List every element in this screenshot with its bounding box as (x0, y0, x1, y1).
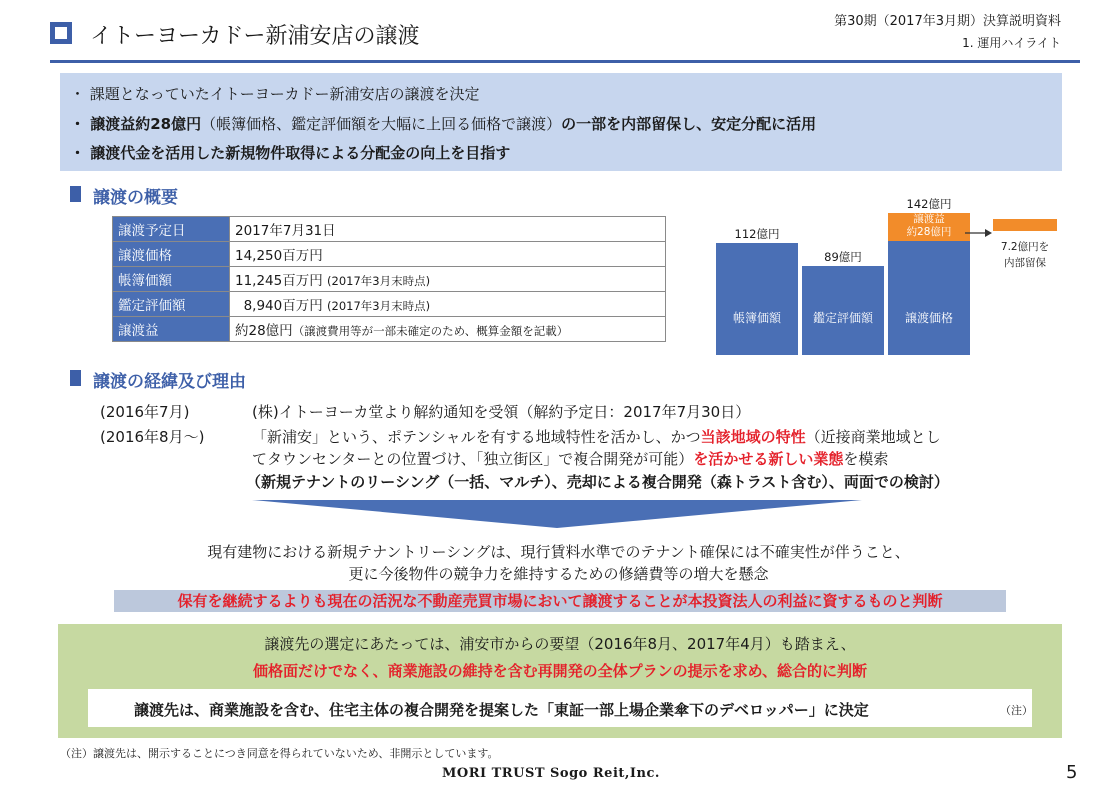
history-text-part: てタウンセンターとの位置づけ、「独立街区」で複合開発が可能） (252, 450, 694, 468)
section-marker-icon (70, 186, 81, 202)
decision-box (88, 689, 1032, 727)
table-row (113, 292, 666, 317)
down-arrow-icon (252, 500, 862, 528)
history-text (252, 426, 941, 447)
overview-value (230, 217, 666, 242)
history-heading: 譲渡の経緯及び理由 (93, 372, 246, 392)
summary-gain-note: （帳簿価格、鑑定評価額を大幅に上回る価格で譲渡） (201, 115, 562, 133)
retained-note: 内部留保 (1004, 257, 1046, 269)
selection-box (58, 624, 1062, 738)
value-note: （譲渡費用等が一部未確定のため、概算金額を記載） (292, 324, 569, 338)
value-text: 11,245百万円 (235, 273, 323, 289)
page-number: 5 (1066, 762, 1078, 783)
retained-earnings-label (993, 239, 1057, 271)
concern-line-2: 更に今後物件の競争力を維持するための修繕費等の増大を懸念 (348, 565, 769, 583)
judgment-banner (114, 590, 1006, 612)
section-marker-icon (70, 370, 81, 386)
company-logo: MORI TRUST Sogo Reit,Inc. (442, 766, 660, 781)
summary-line-3: ・ 譲渡代金を活用した新規物件取得による分配金の向上を目指す (70, 144, 511, 162)
history-text (252, 448, 888, 469)
history-emphasis: 当該地域の特性 (700, 428, 806, 446)
judgment-text: 保有を継続するよりも現在の活況な不動産売買市場において譲渡することが本投資法人の利益に資するものと判断 (177, 592, 943, 610)
document-name: 第30期（2017年3月期）決算説明資料 (834, 14, 1061, 29)
gain-segment (888, 213, 970, 241)
gain-amount: 約28億円 (906, 226, 952, 238)
title-square-icon (50, 22, 72, 44)
overview-key: 譲渡価格 (113, 242, 230, 267)
overview-key: 鑑定評価額 (113, 292, 230, 317)
table-row (113, 217, 666, 242)
decision-text: 譲渡先は、商業施設を含む、住宅主体の複合開発を提案した「東証一部上場企業傘下のデベロッパー」に決定 (134, 701, 869, 719)
overview-table (112, 216, 666, 342)
overview-value (230, 292, 666, 317)
summary-retain-text: の一部を内部留保し、安定分配に活用 (561, 115, 817, 133)
overview-value (230, 267, 666, 292)
overview-value (230, 242, 666, 267)
table-row (113, 267, 666, 292)
value-text: 2017年7月31日 (235, 223, 336, 239)
history-options: （新規テナントのリーシング（一括、マルチ）、売却による複合開発（森トラスト含む）、両面での検討） (246, 473, 949, 491)
value-note: (2017年3月末時点) (327, 274, 431, 288)
bar-value-label: 112億円 (734, 227, 780, 241)
value-text: 約28億円 (235, 323, 293, 339)
bar-category-label: 鑑定評価額 (812, 311, 873, 325)
overview-value (230, 317, 666, 342)
overview-heading: 譲渡の概要 (93, 188, 178, 208)
value-text: 8,940百万円 (235, 298, 323, 314)
table-row (113, 317, 666, 342)
selection-line-1: 譲渡先の選定にあたっては、浦安市からの要望（2016年8月、2017年4月）も踏まえ、 (264, 635, 856, 653)
summary-box (60, 73, 1062, 171)
header-divider (50, 60, 1080, 63)
history-emphasis: を活かせる新しい業態 (693, 450, 844, 468)
overview-key: 譲渡益 (113, 317, 230, 342)
retained-amount: 7.2億円を (1000, 241, 1050, 253)
history-text-part: を模索 (843, 450, 889, 468)
arrow-right-icon (965, 226, 993, 240)
bar-category-label: 帳簿価額 (732, 311, 781, 325)
summary-line-2 (70, 113, 816, 134)
summary-gain-text: ・ 譲渡益約28億円 (70, 115, 202, 133)
price-comparison-chart (700, 190, 1080, 365)
section-name: 1. 運用ハイライト (962, 36, 1061, 50)
page-title: イトーヨーカドー新浦安店の譲渡 (90, 24, 420, 49)
selection-line-2: 価格面だけでなく、商業施設の維持を含む再開発の全体プランの提示を求め、総合的に判断 (252, 662, 868, 680)
history-text: (株)イトーヨーカ堂より解約通知を受領（解約予定日：2017年7月30日） (252, 403, 751, 421)
value-note: (2017年3月末時点) (327, 299, 431, 313)
decision-note: （注） (1000, 704, 1033, 717)
bar-category-label: 譲渡価格 (904, 311, 953, 325)
overview-key: 譲渡予定日 (113, 217, 230, 242)
history-date: (2016年7月) (100, 403, 190, 421)
footnote: （注）譲渡先は、開示することにつき同意を得られていないため、非開示としています。 (60, 747, 499, 760)
history-text-part: （近接商業地域とし (805, 428, 941, 446)
bar-value-label: 89億円 (824, 250, 862, 264)
summary-line-1: ・ 課題となっていたイトーヨーカドー新浦安店の譲渡を決定 (70, 85, 480, 103)
gain-label: 譲渡益 (913, 213, 945, 225)
retained-earnings-bar (993, 219, 1057, 232)
table-row (113, 242, 666, 267)
bar-value-label: 142億円 (906, 197, 952, 211)
history-date: (2016年8月～) (100, 428, 205, 446)
value-text: 14,250百万円 (235, 248, 323, 264)
concern-line-1: 現有建物における新規テナントリーシングは、現行賃料水準でのテナント確保には不確実性が伴うこと、 (207, 543, 910, 561)
history-text-part: 「新浦安」という、ポテンシャルを有する地域特性を活かし、かつ (252, 428, 701, 446)
bar-book-value (716, 243, 798, 355)
overview-key: 帳簿価額 (113, 267, 230, 292)
